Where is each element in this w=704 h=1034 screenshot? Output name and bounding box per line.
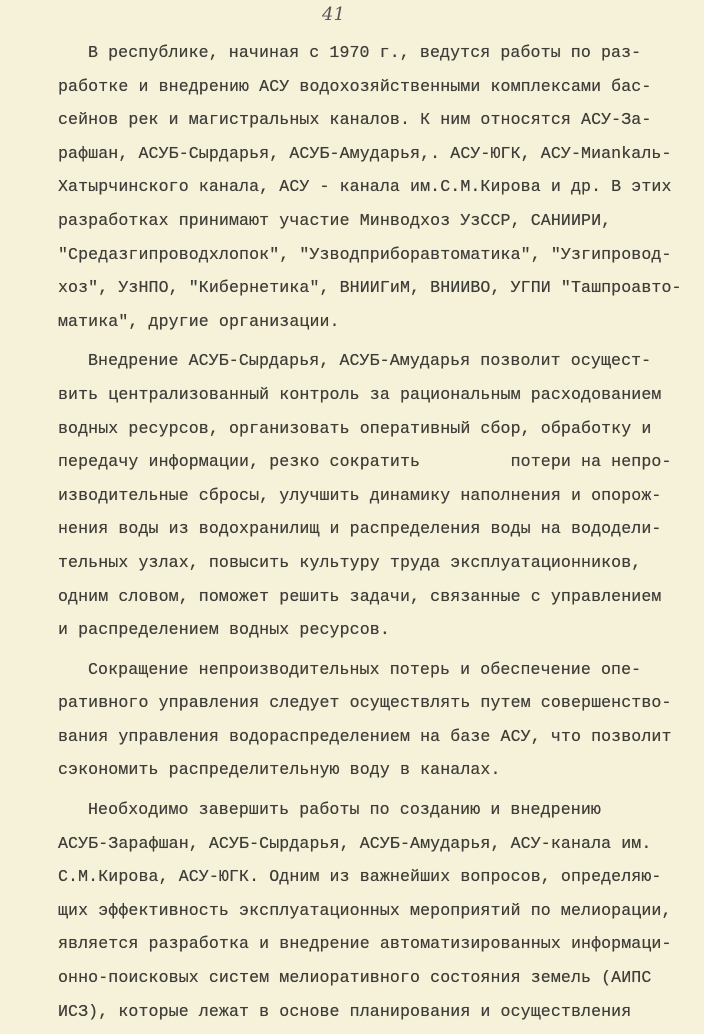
text-line: водных ресурсов, организовать оперативный сбор, обработку и: [58, 418, 652, 438]
paragraph: [58, 653, 678, 787]
text-line: "Средазгипроводхлопок", "Узводприборавтоматика", "Узгипровод-: [58, 244, 672, 264]
text-line: и распределением водных ресурсов.: [58, 620, 390, 640]
text-line: Хатырчинского канала, АСУ - канала им.С.М.Кирова и др. В этих: [58, 177, 672, 197]
text-line: В республике, начиная с 1970 г., ведутся работы по раз-: [88, 43, 642, 62]
text-line: изводительные сбросы, улучшить динамику наполнения и опорож-: [58, 485, 662, 505]
text-line: Внедрение АСУБ-Сырдарья, АСУБ-Амударья позволит осущест-: [88, 351, 652, 371]
paragraph: [58, 344, 678, 646]
text-line: разработках принимают участие Минводхоз УзССР, САНИИРИ,: [58, 210, 612, 230]
paragraph: [58, 793, 678, 1028]
paragraph: [58, 36, 682, 338]
text-line: хоз", УзНПО, "Кибернетика", ВНИИГиМ, ВНИИВО, УГПИ "Ташпроавто-: [58, 278, 682, 298]
text-line: сэкономить распределительную воду в каналах.: [58, 760, 501, 780]
text-line: работке и внедрению АСУ водохозяйственными комплексами бас-: [58, 76, 652, 96]
text-line: вить централизованный контроль за рациональным расходованием: [58, 384, 662, 404]
text-line: нения воды из водохранилищ и распределения воды на вододели-: [58, 519, 662, 539]
text-line: рафшан, АСУБ-Сырдарья, АСУБ-Амударья,. АСУ-ЮГК, АСУ-Миankаль-: [58, 143, 672, 163]
document-body: [58, 36, 682, 1034]
text-line: тельных узлах, повысить культуру труда эксплуатационников,: [58, 552, 642, 572]
text-line: АСУБ-Зарафшан, АСУБ-Сырдарья, АСУБ-Амударья, АСУ-канала им.: [58, 833, 652, 853]
text-line: сейнов рек и магистральных каналов. К ним относятся АСУ-За-: [58, 110, 652, 130]
text-line: щих эффективность эксплуатационных мероприятий по мелиорации,: [58, 900, 672, 920]
text-line: онно-поисковых систем мелиоративного состояния земель (АИПС: [58, 968, 652, 988]
text-line: ИСЗ), которые лежат в основе планирования и осуществления: [58, 1001, 632, 1021]
page-number: 41: [322, 4, 345, 25]
text-line: является разработка и внедрение автоматизированных информаци-: [58, 934, 672, 954]
text-line: Необходимо завершить работы по созданию и внедрению: [88, 800, 601, 820]
text-line: Сокращение непроизводительных потерь и обеспечение опе-: [88, 659, 642, 679]
text-line: ративного управления следует осуществлять путем совершенство-: [58, 693, 672, 713]
text-line: одним словом, поможет решить задачи, связанные с управлением: [58, 586, 662, 606]
text-line: вания управления водораспределением на базе АСУ, что позволит: [58, 726, 672, 746]
text-line: С.М.Кирова, АСУ-ЮГК. Одним из важнейших вопросов, определяю-: [58, 867, 662, 887]
text-line: передачу информации, резко сократить потери на непро-: [58, 452, 672, 472]
text-line: матика", другие организации.: [58, 311, 340, 331]
